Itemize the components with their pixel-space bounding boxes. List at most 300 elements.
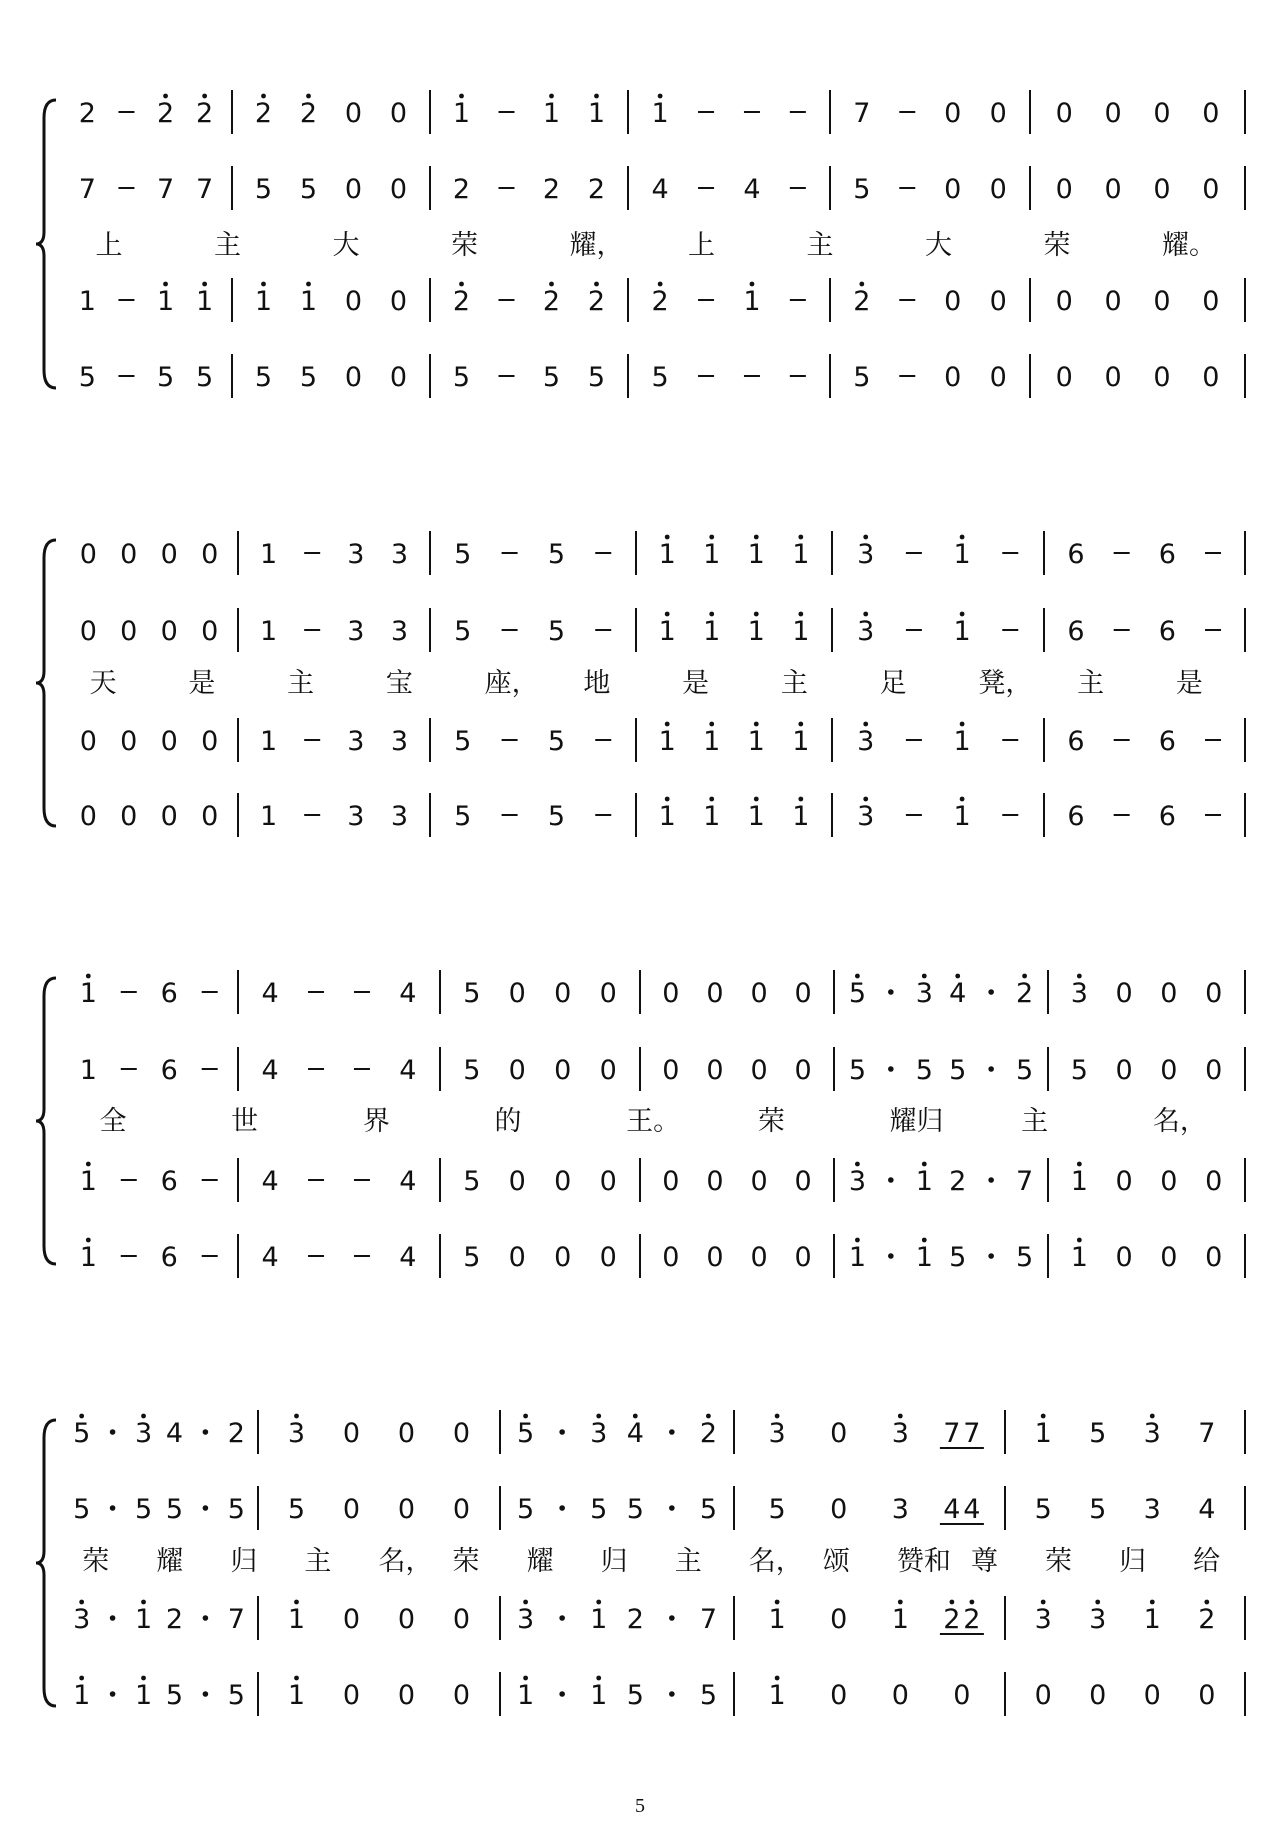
note: 2 (587, 286, 606, 317)
note: 0 (342, 1494, 361, 1525)
octave-dot (141, 1414, 146, 1419)
note: 5 (547, 726, 566, 757)
note: 0 (750, 978, 768, 1009)
octave-dot (549, 94, 554, 99)
note: 0 (452, 1494, 471, 1525)
octave-dot (306, 94, 311, 99)
octave-dot (898, 1414, 903, 1419)
part-alto (73, 1486, 1245, 1530)
octave-dot (706, 1414, 711, 1419)
part-bass (79, 354, 1245, 398)
octave-dot (922, 1162, 927, 1167)
note: 0 (944, 174, 962, 205)
note: 3 (1143, 1494, 1161, 1525)
octave-dot (594, 282, 599, 287)
octave-dot (1022, 974, 1027, 979)
lyric: 荣 (1043, 230, 1071, 261)
octave-dot (1077, 1162, 1082, 1167)
octave-dot (202, 94, 207, 99)
note: 5 (254, 362, 273, 393)
note: 2 (651, 286, 669, 317)
note: 5 (165, 1494, 184, 1525)
note: 1 (590, 1604, 608, 1635)
note: 3 (1089, 1604, 1107, 1635)
lyric: 主 (780, 668, 808, 699)
lyric: 尊 (970, 1546, 998, 1577)
note: 0 (201, 726, 219, 757)
lyric: 大 (332, 230, 360, 261)
note: 5 (452, 362, 471, 393)
lyric: 上 (688, 230, 716, 261)
note: 1 (452, 98, 471, 129)
lyric: 是 (188, 668, 216, 699)
octave-dot (775, 1414, 780, 1419)
page-number: 5 (635, 1795, 645, 1817)
note: 3 (857, 801, 875, 832)
note: 0 (706, 1242, 724, 1273)
note: 4 (626, 1418, 644, 1449)
note: 0 (342, 1604, 361, 1635)
note: 1 (78, 286, 96, 317)
part-alto (80, 1047, 1245, 1091)
note: 0 (1205, 1242, 1223, 1273)
note: 1 (287, 1604, 306, 1635)
note: 5 (915, 1055, 933, 1086)
note: 3 (347, 726, 365, 757)
note: 3 (857, 616, 875, 647)
note: 6 (160, 1166, 178, 1197)
dot-note (988, 1253, 994, 1259)
note: 1 (1070, 1242, 1088, 1273)
dot-note (669, 1505, 675, 1511)
note: 1 (587, 98, 606, 129)
octave-dot (141, 1676, 146, 1681)
note: 3 (1143, 1418, 1161, 1449)
note: 5 (590, 1494, 608, 1525)
note: 1 (542, 98, 561, 129)
note: 1 (747, 616, 765, 647)
octave-dot (750, 282, 755, 287)
note: 0 (554, 978, 572, 1009)
lyric: 是 (682, 668, 710, 699)
note: 5 (853, 362, 871, 393)
system-2 (36, 531, 1245, 837)
note: 1 (1034, 1418, 1052, 1449)
note: 0 (706, 978, 724, 1009)
note: 0 (944, 98, 962, 129)
octave-dot (658, 94, 663, 99)
octave-dot (86, 1238, 91, 1243)
octave-dot (775, 1600, 780, 1605)
octave-dot (86, 1162, 91, 1167)
note: 1 (747, 801, 765, 832)
octave-dot (1077, 1238, 1082, 1243)
note: 1 (259, 726, 278, 757)
note: 5 (1016, 1055, 1034, 1086)
lyric: 主 (1021, 1106, 1049, 1137)
note: 7 (1198, 1418, 1216, 1449)
octave-dot (665, 612, 670, 617)
octave-dot (294, 1676, 299, 1681)
note: 0 (1153, 174, 1171, 205)
note: 0 (989, 362, 1007, 393)
part-bass (80, 1234, 1245, 1278)
octave-dot (922, 974, 927, 979)
note: 1 (768, 1604, 786, 1635)
note: 5 (542, 362, 561, 393)
note: 2 (542, 174, 561, 205)
lyric: 荣 (451, 230, 479, 261)
dot-note (110, 1615, 116, 1621)
note: 4 (399, 978, 417, 1009)
note: 0 (1034, 1680, 1052, 1711)
note: 0 (662, 1166, 680, 1197)
note: 0 (1160, 1166, 1178, 1197)
note: 3 (347, 539, 365, 570)
octave-dot (79, 1600, 84, 1605)
dot-note (203, 1615, 209, 1621)
lyric: 主 (806, 230, 834, 261)
note: 0 (1160, 978, 1178, 1009)
dot-note (888, 1253, 894, 1259)
note: 1 (703, 801, 721, 832)
octave-dot (665, 797, 670, 802)
note: 0 (953, 1680, 971, 1711)
dot-note (988, 989, 994, 995)
dot-note (988, 1177, 994, 1183)
note: 0 (1115, 1055, 1133, 1086)
note: 6 (160, 978, 178, 1009)
note: 0 (389, 286, 408, 317)
note: 0 (397, 1680, 416, 1711)
octave-dot (1077, 974, 1082, 979)
note: 4 (651, 174, 669, 205)
lyric: 归 (230, 1546, 258, 1577)
note: 0 (989, 174, 1007, 205)
note: 0 (794, 1055, 812, 1086)
octave-dot (665, 535, 670, 540)
system-1 (36, 90, 1245, 398)
octave-dot (1095, 1600, 1100, 1605)
note: 7 (963, 1418, 981, 1449)
note: 2 (963, 1604, 981, 1635)
note: 5 (547, 801, 566, 832)
note: 5 (1089, 1418, 1107, 1449)
dot-note (888, 1066, 894, 1072)
note: 4 (399, 1166, 417, 1197)
octave-dot (855, 1238, 860, 1243)
note: 7 (699, 1604, 717, 1635)
octave-dot (775, 1676, 780, 1681)
note: 5 (949, 1055, 967, 1086)
octave-dot (855, 974, 860, 979)
octave-dot (163, 282, 168, 287)
octave-dot (596, 1414, 601, 1419)
part-soprano (80, 531, 1245, 575)
lyric: 颂 (822, 1546, 850, 1577)
note: 5 (463, 1242, 481, 1273)
octave-dot (594, 94, 599, 99)
note: 0 (1205, 1166, 1223, 1197)
octave-dot (754, 722, 759, 727)
note: 3 (390, 539, 409, 570)
octave-dot (1041, 1600, 1046, 1605)
note: 1 (73, 1680, 91, 1711)
system-brace (36, 540, 56, 826)
note: 0 (830, 1680, 848, 1711)
note: 3 (1034, 1604, 1052, 1635)
note: 0 (1160, 1242, 1178, 1273)
note: 6 (1158, 726, 1176, 757)
note: 5 (463, 978, 481, 1009)
lyric: 名， (1152, 1106, 1207, 1137)
note: 0 (662, 978, 680, 1009)
note: 3 (857, 726, 875, 757)
note: 1 (953, 616, 971, 647)
note: 0 (389, 174, 408, 205)
note: 5 (156, 362, 175, 393)
note: 3 (848, 1166, 866, 1197)
octave-dot (709, 612, 714, 617)
system-brace (36, 100, 56, 388)
note: 0 (344, 98, 363, 129)
lyric: 归 (600, 1546, 628, 1577)
note: 2 (1016, 978, 1034, 1009)
octave-dot (863, 535, 868, 540)
note: 5 (1034, 1494, 1052, 1525)
note: 1 (953, 726, 971, 757)
part-bass (73, 1672, 1245, 1716)
octave-dot (955, 974, 960, 979)
note: 0 (750, 1166, 768, 1197)
note: 3 (768, 1418, 786, 1449)
note: 0 (120, 539, 138, 570)
note: 2 (542, 286, 561, 317)
note: 0 (342, 1680, 361, 1711)
octave-dot (709, 535, 714, 540)
system-brace (36, 1420, 56, 1706)
octave-dot (459, 282, 464, 287)
note: 3 (915, 978, 933, 1009)
octave-dot (798, 722, 803, 727)
octave-dot (596, 1676, 601, 1681)
note: 0 (342, 1418, 361, 1449)
note: 1 (743, 286, 761, 317)
dot-note (559, 1615, 565, 1621)
note: 0 (944, 286, 962, 317)
note: 3 (390, 616, 409, 647)
lyric: 主 (304, 1546, 332, 1577)
note: 0 (79, 726, 97, 757)
octave-dot (1150, 1600, 1155, 1605)
note: 0 (1202, 98, 1220, 129)
note: 5 (287, 1494, 306, 1525)
note: 5 (848, 1055, 866, 1086)
note: 0 (794, 978, 812, 1009)
lyric: 主 (1077, 668, 1105, 699)
note: 1 (79, 1166, 97, 1197)
note: 5 (78, 362, 96, 393)
note: 0 (508, 1242, 526, 1273)
octave-dot (79, 1676, 84, 1681)
note: 0 (944, 362, 962, 393)
note: 5 (454, 539, 472, 570)
lyric: 名， (378, 1546, 433, 1577)
note: 1 (953, 801, 971, 832)
octave-dot (863, 722, 868, 727)
octave-dot (1041, 1414, 1046, 1419)
octave-dot (523, 1676, 528, 1681)
octave-dot (960, 722, 965, 727)
note: 3 (347, 801, 365, 832)
note: 6 (160, 1055, 178, 1086)
note: 5 (949, 1242, 967, 1273)
note: 6 (1067, 539, 1085, 570)
part-tenor (79, 278, 1245, 322)
note: 5 (299, 362, 318, 393)
note: 2 (853, 286, 871, 317)
note: 3 (134, 1418, 153, 1449)
note: 1 (915, 1166, 933, 1197)
lyric: 地 (583, 668, 611, 699)
note: 1 (658, 616, 676, 647)
octave-dot (1204, 1600, 1209, 1605)
note: 0 (554, 1055, 572, 1086)
note: 0 (662, 1242, 680, 1273)
note: 0 (508, 1166, 526, 1197)
part-tenor (73, 1596, 1245, 1640)
note: 0 (554, 1242, 572, 1273)
note: 5 (853, 174, 871, 205)
note: 0 (79, 539, 97, 570)
octave-dot (960, 612, 965, 617)
note: 0 (1202, 362, 1220, 393)
octave-dot (86, 974, 91, 979)
lyric: 大 (925, 230, 953, 261)
octave-dot (141, 1600, 146, 1605)
note: 0 (160, 539, 178, 570)
note: 0 (201, 616, 219, 647)
note: 0 (344, 362, 363, 393)
octave-dot (523, 1600, 528, 1605)
note: 5 (254, 174, 273, 205)
note: 0 (1202, 174, 1220, 205)
lyric: 世 (231, 1106, 259, 1137)
lyric: 足 (879, 668, 907, 699)
note: 1 (134, 1604, 153, 1635)
lyric: 给 (1193, 1546, 1221, 1577)
octave-dot (202, 282, 207, 287)
note: 1 (792, 726, 810, 757)
note: 1 (196, 286, 214, 317)
note: 6 (160, 1242, 178, 1273)
note: 0 (1198, 1680, 1216, 1711)
dot-note (559, 1429, 565, 1435)
note: 5 (626, 1494, 644, 1525)
note: 1 (953, 539, 971, 570)
part-soprano (79, 90, 1245, 134)
note: 5 (454, 726, 472, 757)
note: 1 (287, 1680, 306, 1711)
note: 0 (1143, 1680, 1161, 1711)
note: 0 (1055, 174, 1073, 205)
note: 0 (1205, 1055, 1223, 1086)
octave-dot (294, 1600, 299, 1605)
dot-note (110, 1429, 116, 1435)
note: 0 (397, 1494, 416, 1525)
note: 0 (706, 1055, 724, 1086)
note: 2 (254, 98, 273, 129)
note: 0 (706, 1166, 724, 1197)
note: 0 (344, 286, 363, 317)
octave-dot (665, 722, 670, 727)
note: 0 (599, 1242, 617, 1273)
note: 4 (261, 1055, 279, 1086)
note: 0 (1055, 98, 1073, 129)
note: 2 (299, 98, 318, 129)
note: 1 (658, 539, 676, 570)
note: 1 (134, 1680, 153, 1711)
note: 2 (165, 1604, 184, 1635)
note: 5 (299, 174, 318, 205)
note: 0 (452, 1418, 471, 1449)
note: 0 (989, 98, 1007, 129)
octave-dot (798, 612, 803, 617)
note: 0 (1202, 286, 1220, 317)
lyric: 全 (99, 1106, 127, 1137)
note: 6 (1067, 616, 1085, 647)
system-4 (36, 1410, 1245, 1716)
note: 1 (703, 616, 721, 647)
note: 0 (830, 1418, 848, 1449)
note: 3 (1070, 978, 1088, 1009)
note: 1 (1070, 1166, 1088, 1197)
note: 5 (73, 1494, 91, 1525)
note: 0 (120, 726, 138, 757)
note: 4 (943, 1494, 961, 1525)
note: 0 (1115, 978, 1133, 1009)
note: 5 (454, 616, 472, 647)
note: 0 (989, 286, 1007, 317)
octave-dot (549, 282, 554, 287)
note: 4 (963, 1494, 981, 1525)
note: 1 (254, 286, 273, 317)
note: 0 (201, 539, 219, 570)
octave-dot (754, 535, 759, 540)
lyric: 界 (362, 1106, 390, 1137)
note: 1 (517, 1680, 535, 1711)
note: 7 (156, 174, 175, 205)
lyric: 主 (674, 1546, 702, 1577)
note: 6 (1067, 801, 1085, 832)
octave-dot (798, 797, 803, 802)
note: 2 (587, 174, 606, 205)
lyric: 是 (1175, 668, 1203, 699)
note: 3 (347, 616, 365, 647)
note: 0 (1153, 286, 1171, 317)
octave-dot (859, 282, 864, 287)
octave-dot (633, 1414, 638, 1419)
note: 0 (1153, 362, 1171, 393)
octave-dot (969, 1600, 974, 1605)
note: 2 (196, 98, 214, 129)
note: 0 (1104, 286, 1122, 317)
note: 1 (79, 1242, 97, 1273)
lyric: 座， (484, 668, 539, 699)
note: 6 (1158, 801, 1176, 832)
note: 3 (287, 1418, 306, 1449)
dot-note (669, 1691, 675, 1697)
